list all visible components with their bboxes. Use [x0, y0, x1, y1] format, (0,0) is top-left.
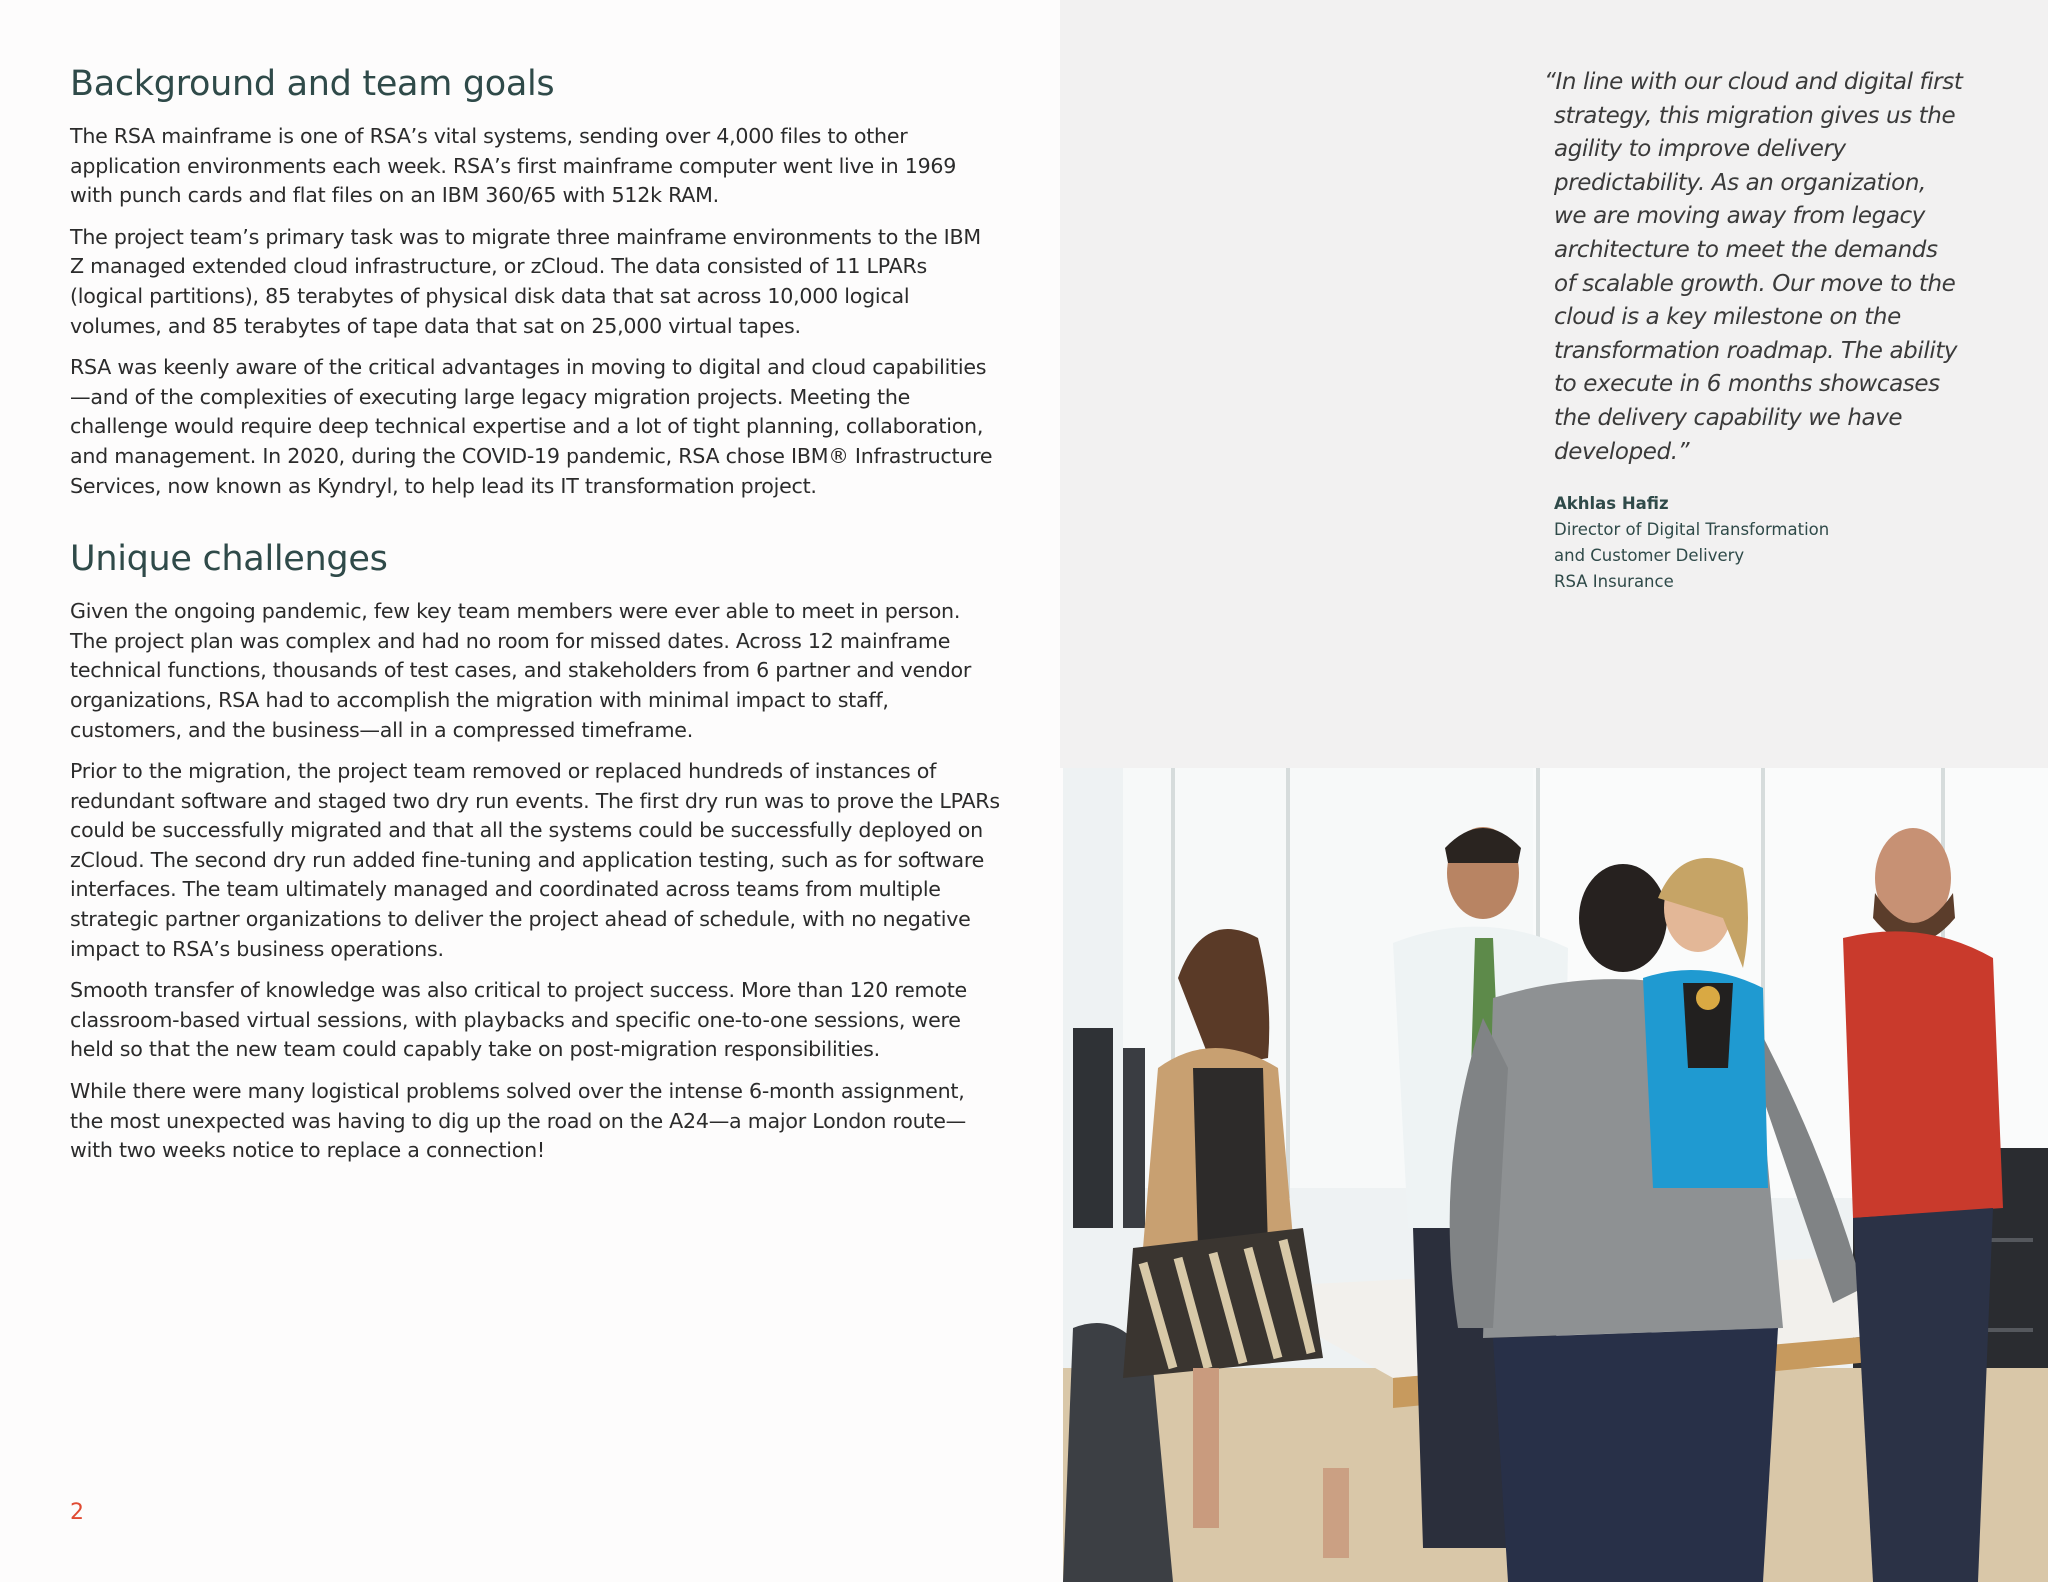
section-heading: Unique challenges	[70, 539, 388, 580]
main-content	[70, 64, 1000, 1178]
quote-author-title: and Customer Delivery	[1554, 546, 1745, 565]
paragraph: Smooth transfer of knowledge was also critical to project success. More than 120 remote classroom-based virtual sessions, with playbacks and specific one-to-one sessions, were held so that the new team could capably take on post-migration responsibilities.	[70, 978, 967, 1062]
section-heading: Background and team goals	[70, 64, 555, 104]
quote-author-company: RSA Insurance	[1554, 572, 1674, 591]
quote-author-title: Director of Digital Transformation	[1554, 520, 1830, 539]
pull-quote: “In line with our cloud and digital first strategy, this migration gives us the agility to improve delivery predictability. As an organization, we are moving away from legacy architecture to meet the demands of scalable growth. Our move to the cloud is a key milestone on the transformation roadmap. The ability to execute in 6 months showcases the delivery capability we have developed.”	[1544, 69, 1963, 465]
paragraph: Prior to the migration, the project team removed or replaced hundreds of instances of redundant software and staged two dry run events. The first dry run was to prove the LPARs could be successfully migrated and that all the systems could be successfully deployed on zCloud. The second dry run added fine-tuning and application testing, such as for software interfaces. The team ultimately managed and coordinated across teams from multiple strategic partner organizations to deliver the project ahead of schedule, with no negative impact to RSA’s business operations.	[70, 759, 1000, 961]
page-number: 2	[70, 1500, 84, 1525]
section-background	[70, 64, 1000, 501]
quote-attribution	[1554, 491, 1954, 595]
quote-author: Akhlas Hafiz	[1554, 494, 1669, 513]
paragraph: The project team’s primary task was to migrate three mainframe environments to the IBM Z managed extended cloud infrastructure, or zCloud. The data consisted of 11 LPARs (logical partitions), 85 terabytes of physical disk data that sat across 10,000 logical volumes, and 85 terabytes of tape data that sat on 25,000 virtual tapes.	[70, 224, 981, 338]
paragraph: While there were many logistical problems solved over the intense 6-month assignment, the most unexpected was having to dig up the road on the A24—a major London route—with two weeks notice to replace a connection!	[70, 1079, 967, 1163]
team-photo	[1063, 768, 2048, 1582]
paragraph: Given the ongoing pandemic, few key team members were ever able to meet in person. The project plan was complex and had no room for missed dates. Across 12 mainframe technical functions, thousands of test cases, and stakeholders from 6 partner and vendor organizations, RSA had to accomplish the migration with minimal impact to staff, customers, and the business—all in a compressed timeframe.	[70, 599, 972, 742]
team-meeting-illustration	[1063, 768, 2048, 1582]
paragraph: The RSA mainframe is one of RSA’s vital systems, sending over 4,000 files to other application environments each week. RSA’s first mainframe computer went live in 1969 with punch cards and flat files on an IBM 360/65 with 512k RAM.	[70, 124, 957, 208]
paragraph: RSA was keenly aware of the critical advantages in moving to digital and cloud capabilities—and of the complexities of executing large legacy migration projects. Meeting the challenge would require deep technical expertise and a lot of tight planning, collaboration, and management. In 2020, during the COVID-19 pandemic, RSA chose IBM® Infrastructure Services, now known as Kyndryl, to help lead its IT transformation project.	[70, 355, 993, 498]
section-challenges	[70, 539, 1000, 1166]
